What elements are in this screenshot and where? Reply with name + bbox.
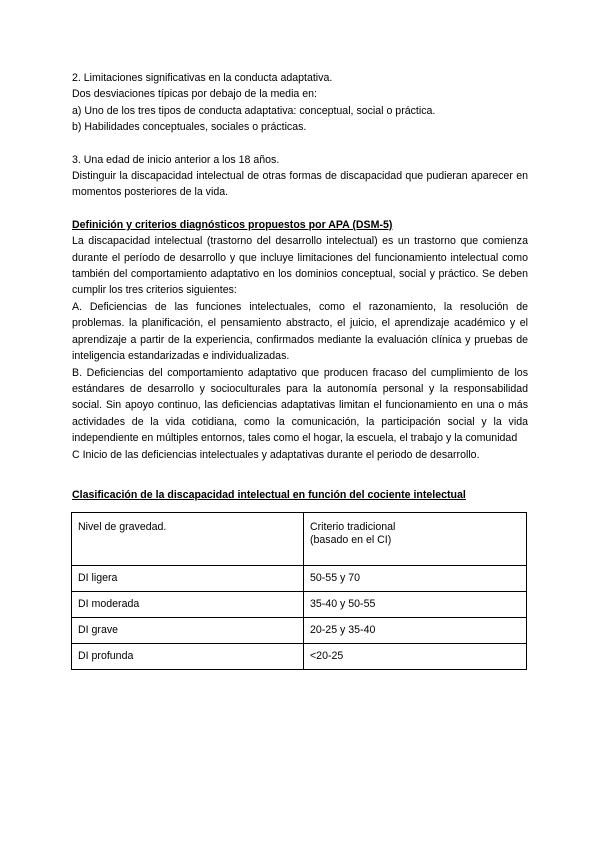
criterion-c: C Inicio de las deficiencias intelectuales y adaptativas durante el periodo de desarrollo. — [72, 448, 480, 461]
table-row — [72, 592, 527, 618]
level-cell: DI grave — [72, 618, 304, 644]
criterion-a: A. Deficiencias de las funciones intelectuales, como el razonamiento, la resolución de problemas. la planificación, el pensamiento abstracto, el juicio, el aprendizaje académico y el aprendizaje a partir de la experiencia, confirmados mediante la evaluación clínica y pruebas de inteligencia estandarizadas e individualizadas. — [72, 300, 528, 363]
table-row — [72, 566, 527, 592]
level-cell: DI ligera — [72, 566, 304, 592]
level-cell: DI profunda — [72, 644, 304, 670]
spacer — [72, 136, 528, 152]
header-level-text: Nivel de gravedad. — [78, 521, 167, 533]
classification-heading: Clasificación de la discapacidad intelectual en función del cociente intelectual — [72, 488, 466, 501]
dsm-intro: La discapacidad intelectual (trastorno del desarrollo intelectual) es un trastorno que comienza durante el período de desarrollo y que incluye limitaciones del funcionamiento intelectual como también del comportamiento adaptativo en los dominios conceptual, social y práctico. Se deben cumplir los tres criterios siguientes: — [72, 235, 528, 297]
table-row — [72, 644, 527, 670]
table-header-row — [72, 513, 527, 566]
limitation-item: 2. Limitaciones significativas en la conducta adaptativa. — [72, 72, 333, 84]
distinguish-text: Distinguir la discapacidad intelectual de otras formas de discapacidad que pudieran aparecer en momentos posteriores de la vida. — [72, 170, 528, 199]
document-body — [72, 70, 528, 503]
age-onset-item: 3. Una edad de inicio anterior a los 18 años. — [72, 153, 280, 166]
spacer — [72, 463, 528, 487]
table-row — [72, 618, 527, 644]
header-cell-criterion — [304, 513, 527, 566]
range-cell: 20-25 y 35-40 — [304, 618, 527, 644]
deviation-text: Dos desviaciones típicas por debajo de la media en: — [72, 88, 317, 101]
level-cell: DI moderada — [72, 592, 304, 618]
spacer — [72, 201, 528, 217]
header-cell-level — [72, 513, 304, 566]
dsm-heading: Definición y criterios diagnósticos propuestos por APA (DSM-5) — [72, 218, 393, 231]
severity-table — [71, 512, 527, 670]
range-cell: <20-25 — [304, 644, 527, 670]
criterion-b: B. Deficiencias del comportamiento adaptativo que producen fracaso del cumplimiento de los estándares de desarrollo y socioculturales para la autonomía personal y la responsabilidad social. Sin apoyo continuo, las deficiencias adaptativas limitan el funcionamiento en una o más actividades de la vida cotidiana, como la comunicación, la participación social y la vida independiente en múltiples entornos, tales como el hogar, la escuela, el trabajo y la comunidad — [72, 366, 528, 445]
header-criterion-line1: Criterio tradicional — [310, 521, 396, 533]
header-criterion-line2: (basado en el CI) — [310, 534, 392, 546]
option-b: b) Habilidades conceptuales, sociales o prácticas. — [72, 121, 307, 134]
range-cell: 50-55 y 70 — [304, 566, 527, 592]
option-a: a) Uno de los tres tipos de conducta adaptativa: conceptual, social o práctica. — [72, 104, 436, 117]
range-cell: 35-40 y 50-55 — [304, 592, 527, 618]
